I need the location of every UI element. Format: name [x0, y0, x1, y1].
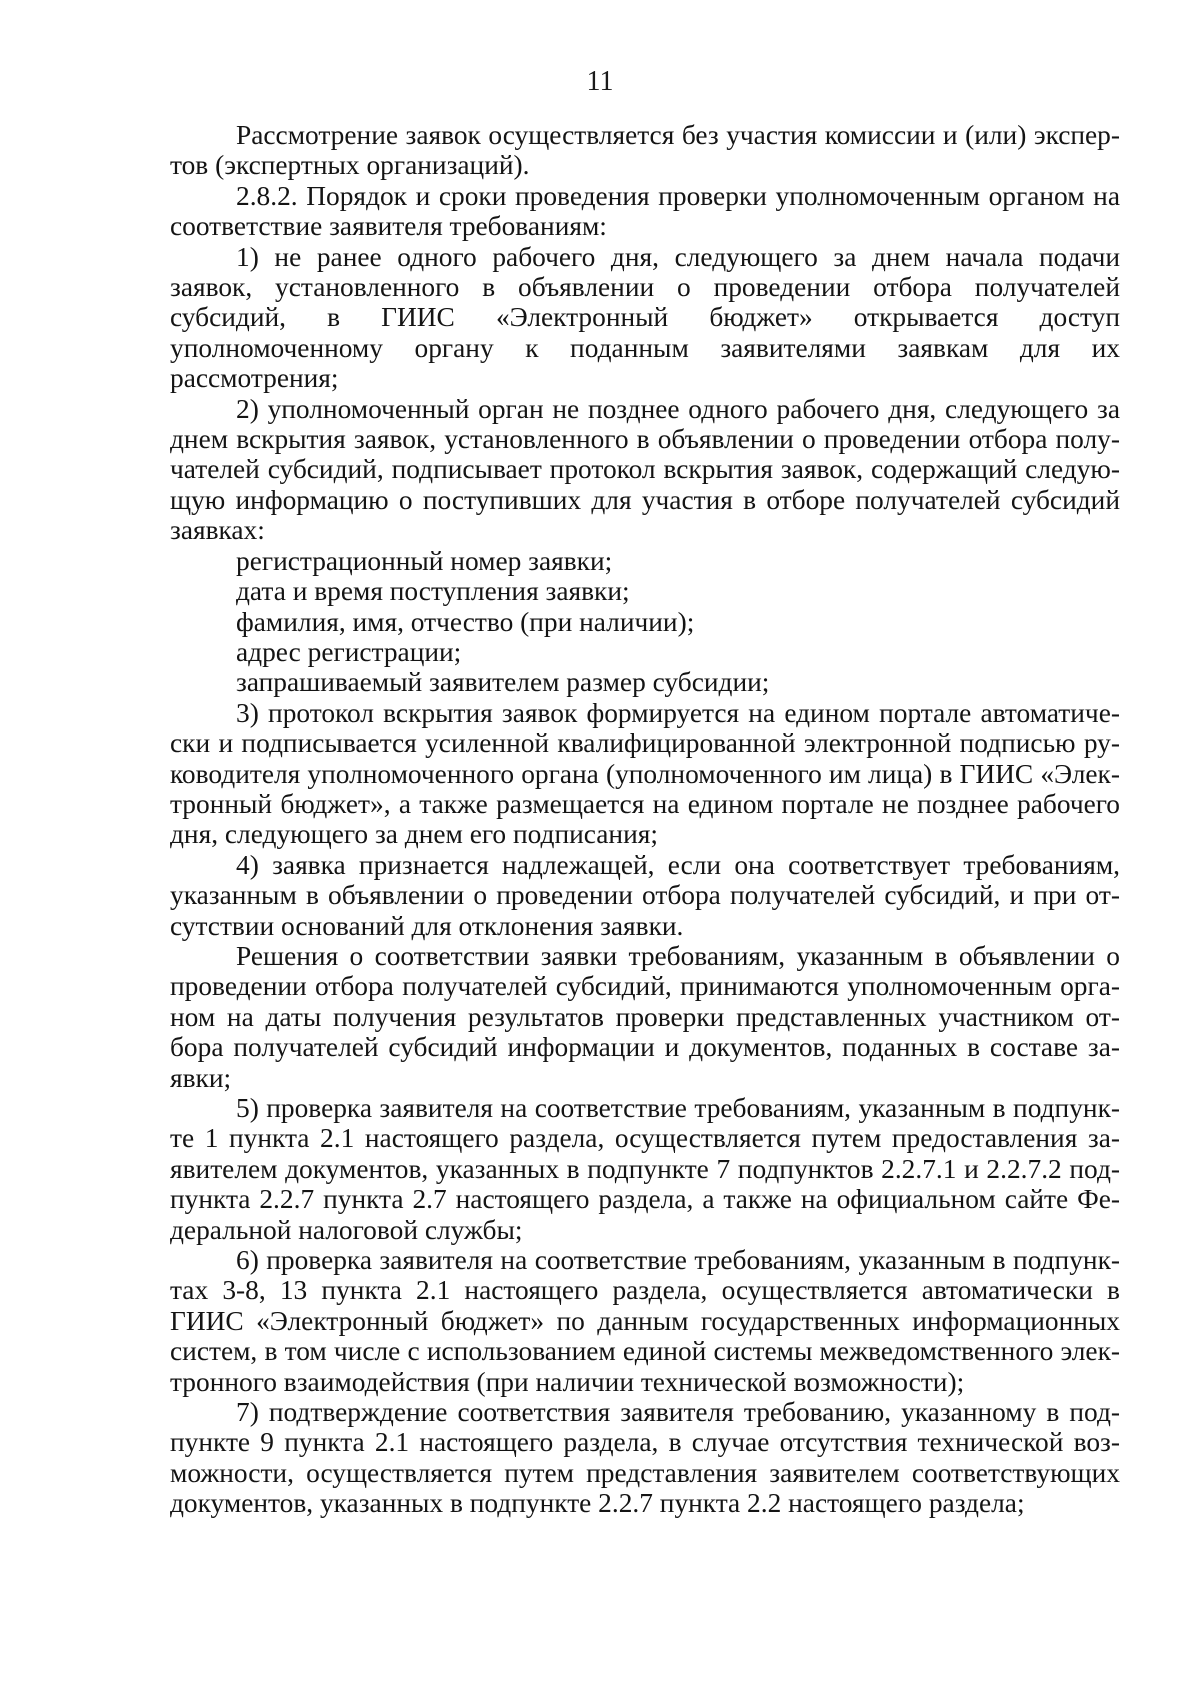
page-number: 11: [586, 66, 614, 97]
list-item-date-time: дата и время поступления заявки;: [236, 576, 630, 607]
paragraph-item-2: 2) уполномоченный орган не позднее одного рабочего дня, следующего за днем вскрытия заявок, установленного в объявлении о проведении отбора полу-чателей субсидий, подписывает протокол вскрытия заявок, содержащий следую-щую информацию о поступивших для участия в отборе получателей субсидий заявках:: [170, 393, 1120, 546]
paragraph-item-1: 1) не ранее одного рабочего дня, следующего за днем начала подачи заявок, установленного в объявлении о проведении отбора получателей субсидий, в ГИИС «Электронный бюджет» открывается доступ уполномоченному органу к поданным заявителями заявкам для их рассмотрения;: [170, 241, 1120, 394]
paragraph-item-4: 4) заявка признается надлежащей, если она соответствует требованиям, указанным в объявлении о проведении отбора получателей субсидий, и при от-сутствии оснований для отклонения заявки.: [170, 849, 1120, 941]
list-item-address: адрес регистрации;: [236, 636, 462, 667]
document-body: [170, 120, 1120, 1519]
list-item-full-name: фамилия, имя, отчество (при наличии);: [236, 606, 695, 637]
list-item-registration-number: регистрационный номер заявки;: [236, 545, 613, 576]
paragraph-item-3: 3) протокол вскрытия заявок формируется на едином портале автоматиче-ски и подписывается усиленной квалифицированной электронной подписью ру-ководителя уполномоченного органа (уполномоченного им лица) в ГИИС «Элек-тронный бюджет», а также размещается на едином портале не позднее рабочего дня, следующего за днем его подписания;: [170, 697, 1120, 850]
paragraph-item-6: 6) проверка заявителя на соответствие требованиям, указанным в подпунк-тах 3-8, 13 пункта 2.1 настоящего раздела, осуществляется автоматически в ГИИС «Электронный бюджет» по данным государственных информационных систем, в том числе с использованием единой системы межведомственного элек-тронного взаимодействия (при наличии технической возможности);: [170, 1245, 1120, 1397]
paragraph-item-5: 5) проверка заявителя на соответствие требованиям, указанным в подпунк-те 1 пункта 2.1 настоящего раздела, осуществляется путем предоставления за-явителем документов, указанных в подпункте 7 подпунктов 2.2.7.1 и 2.2.7.2 под-пункта 2.2.7 пункта 2.7 настоящего раздела, а также на официальном сайте Фе-деральной налоговой службы;: [170, 1093, 1120, 1245]
paragraph-item-7: 7) подтверждение соответствия заявителя требованию, указанному в под-пункте 9 пункта 2.1 настоящего раздела, в случае отсутствия технической воз-можности, осуществляется путем представления заявителем соответствующих документов, указанных в подпункте 2.2.7 пункта 2.2 настоящего раздела;: [170, 1397, 1120, 1519]
paragraph-review-note: Рассмотрение заявок осуществляется без участия комиссии и (или) экспер-тов (экспертных организаций).: [170, 120, 1120, 181]
list-item-subsidy-amount: запрашиваемый заявителем размер субсидии;: [236, 667, 770, 698]
paragraph-2-8-2: 2.8.2. Порядок и сроки проведения проверки уполномоченным органом на соответствие заявителя требованиям:: [170, 180, 1120, 242]
paragraph-decisions: Решения о соответствии заявки требованиям, указанным в объявлении о проведении отбора получателей субсидий, принимаются уполномоченным орга-ном на даты получения результатов проверки представленных участником от-бора получателей субсидий информации и документов, поданных в составе за-явки;: [170, 940, 1120, 1093]
